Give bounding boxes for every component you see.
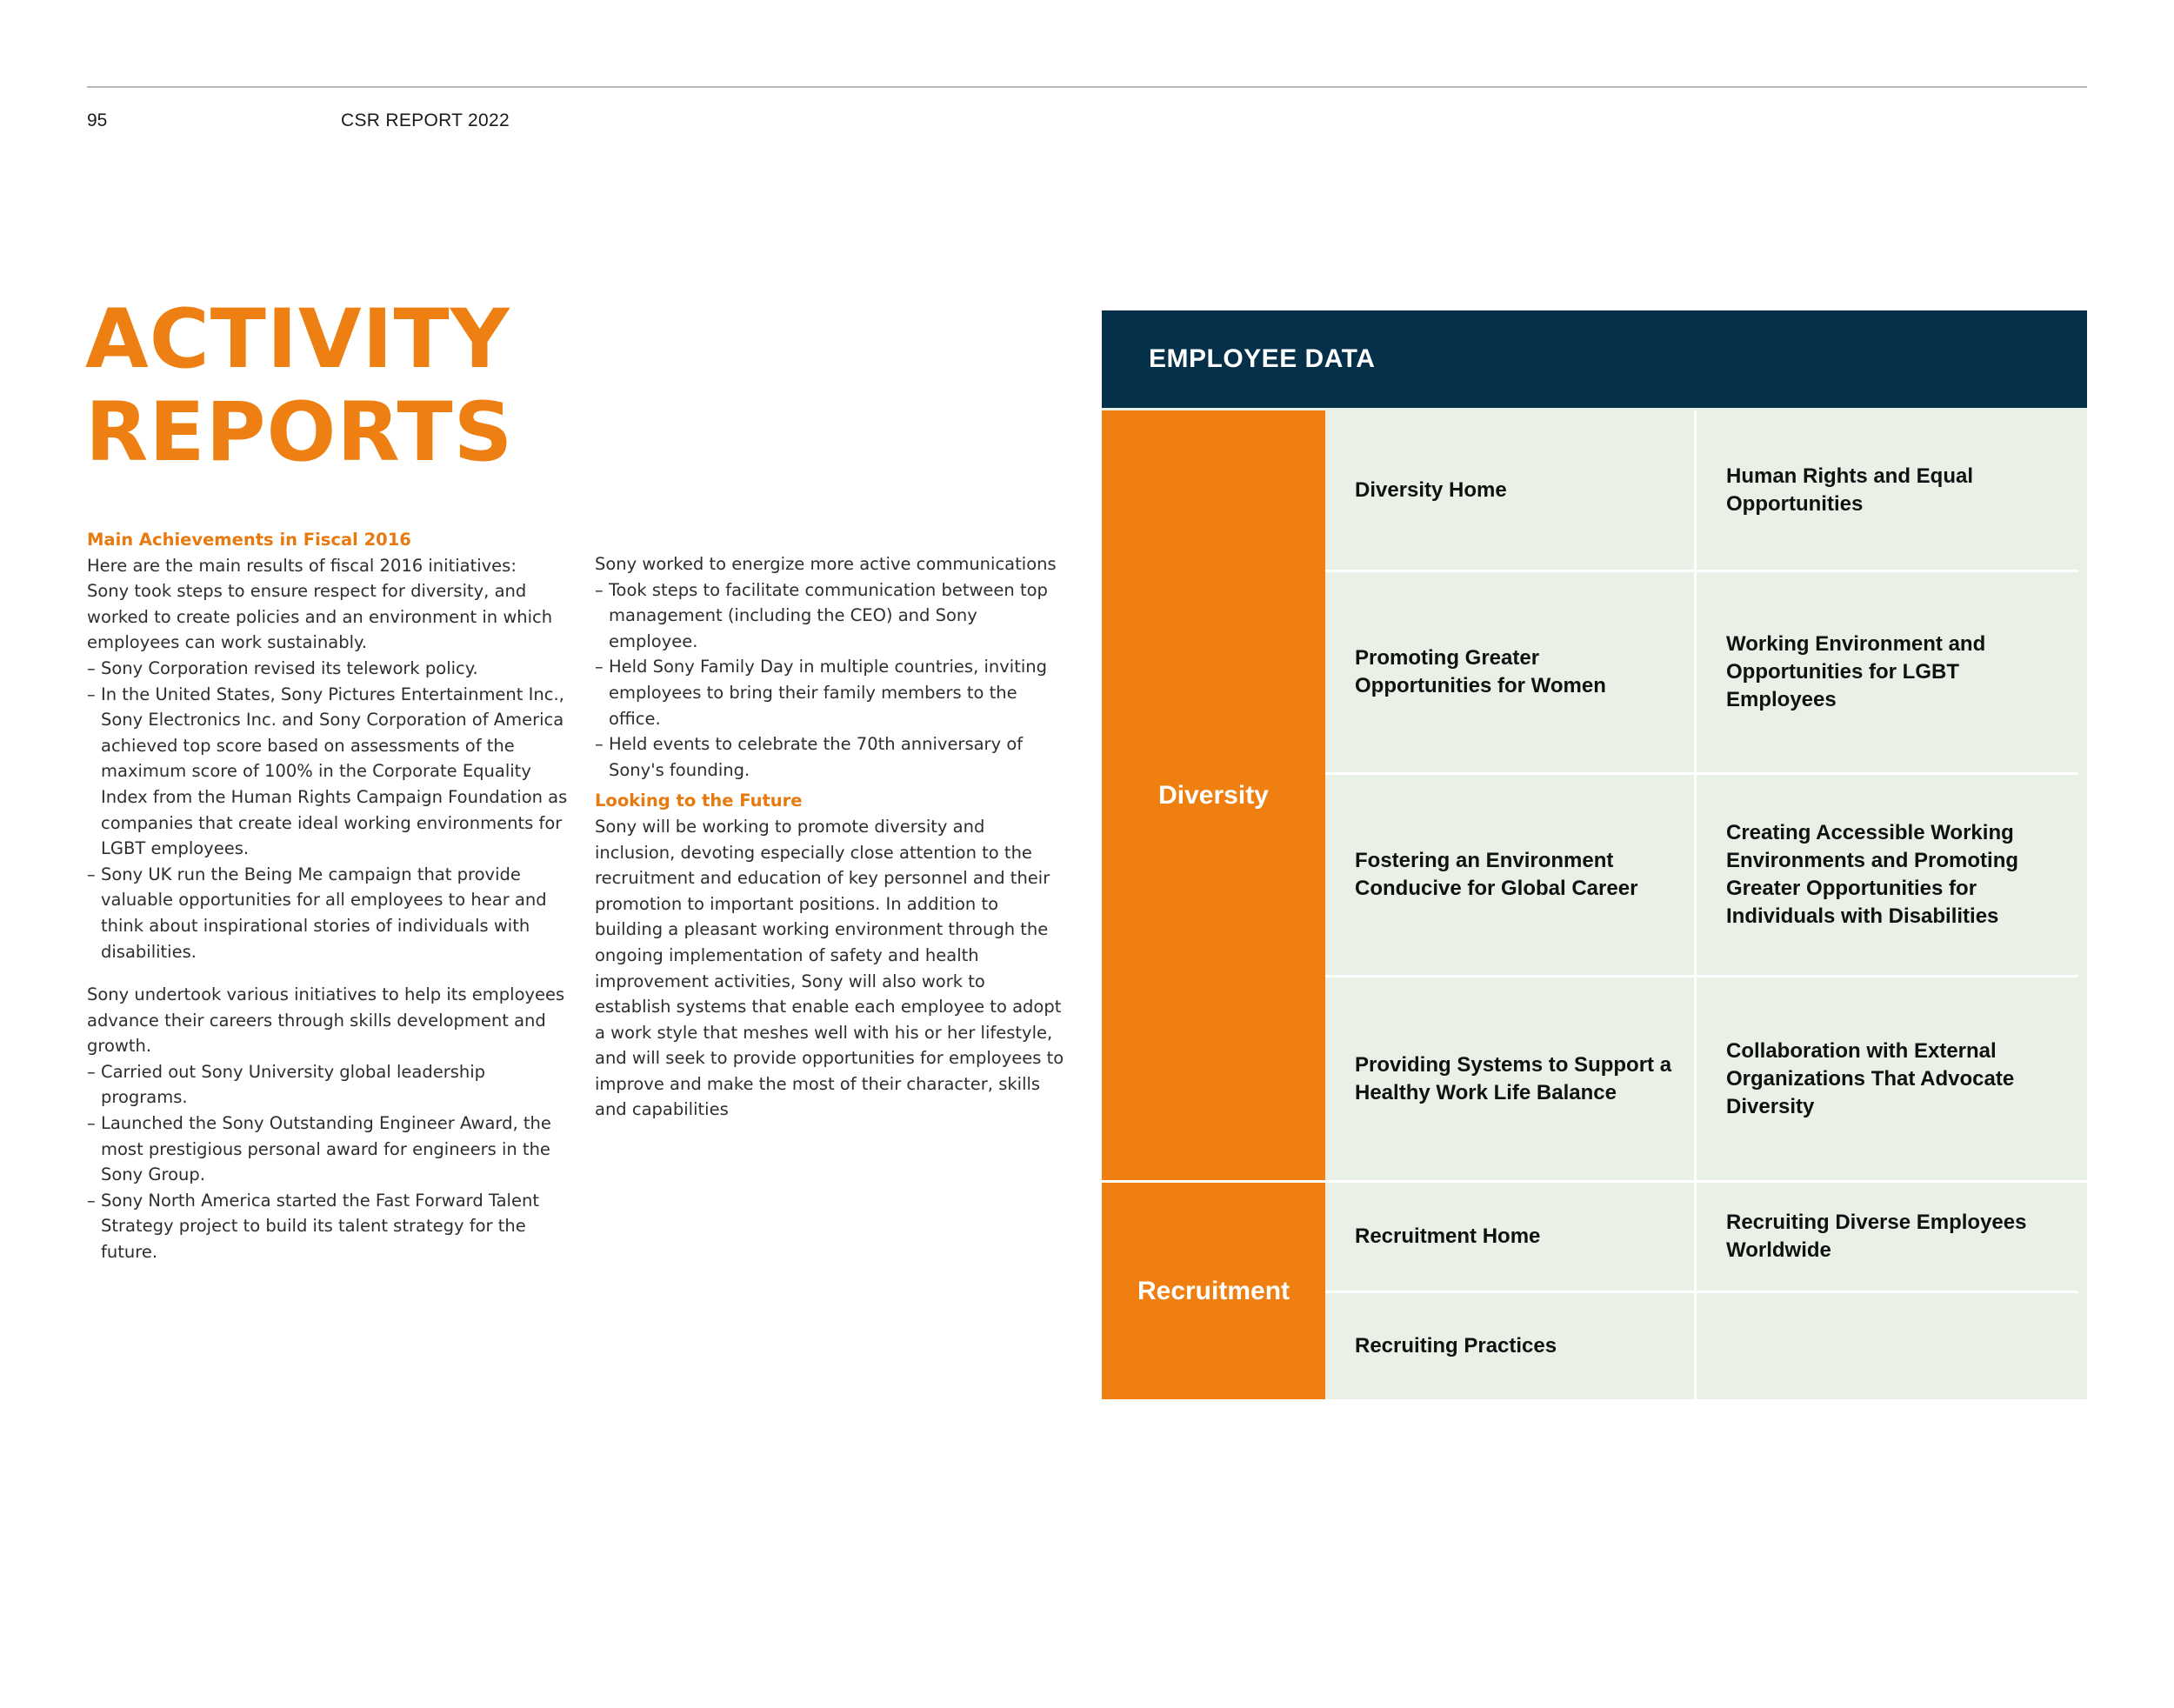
future-heading: Looking to the Future (595, 791, 803, 811)
list-item: – Carried out Sony University global leadership programs. (87, 1059, 574, 1111)
header-rule (87, 86, 2087, 88)
link-external-collaboration[interactable]: Collaboration with External Organizations That Advocate Diversity (1726, 1038, 2015, 1118)
recruitment-category: Recruitment (1102, 1183, 1325, 1399)
employee-data-table (1102, 310, 2087, 1399)
link-diversity-home[interactable]: Diversity Home (1355, 477, 1507, 502)
future-paragraph: Sony will be working to promote diversity and inclusion, devoting especially close attention to the recruitment and education of key personnel and their promotion to important positions. In addition to building a pleasant working environment through the ongoing implementation of safety and health improvement activities, Sony will also work to establish systems that enable each employee to adopt a work style that meshes well with his or her lifestyle, and will seek to provide opportunities for employees to improve and make the most of their character, skills and capabilities (595, 816, 1064, 1120)
employee-data-header: EMPLOYEE DATA (1102, 310, 2087, 408)
left-text-column (87, 527, 574, 1265)
row-divider (1325, 570, 2078, 572)
careers-paragraph: Sony undertook various initiatives to help its employees advance their careers through skills development and growth. (87, 984, 565, 1057)
link-recruitment-home[interactable]: Recruitment Home (1355, 1224, 1541, 1248)
link-work-life-balance[interactable]: Providing Systems to Support a Healthy Work Life Balance (1355, 1052, 1672, 1104)
link-global-career[interactable]: Fostering an Environment Conducive for Global Career (1355, 849, 1638, 900)
diversity-category: Diversity (1102, 410, 1325, 1180)
list-item: – In the United States, Sony Pictures Entertainment Inc., Sony Electronics Inc. and Sony Corporation of America achieved top score based on assessments of the maximum score of 100% in the Corporate Equality Index from the Human Rights Campaign Foundation as companies that create ideal working environments for LGBT employees. (87, 682, 574, 862)
list-item: – Took steps to facilitate communication between top management (including the CEO) and Sony employee. (595, 577, 1064, 655)
diversity-paragraph: Sony took steps to ensure respect for diversity, and worked to create policies and an environment in which employees can work sustainably. (87, 581, 553, 653)
right-text-column (595, 551, 1064, 1123)
communications-bullets (595, 577, 1064, 784)
page-number: 95 (87, 110, 108, 130)
list-item: – Held Sony Family Day in multiple countries, inviting employees to bring their family members to the office. (595, 654, 1064, 731)
achievements-intro: Here are the main results of fiscal 2016 initiatives: (87, 555, 517, 576)
link-lgbt-environment[interactable]: Working Environment and Opportunities for LGBT Employees (1726, 632, 1986, 711)
link-accessible-environments[interactable]: Creating Accessible Working Environments and Promoting Greater Opportunities for Individuals with Disabilities (1726, 821, 2019, 928)
list-item: – Sony North America started the Fast Forward Talent Strategy project to build its talent strategy for the future. (87, 1188, 574, 1265)
list-item: – Held events to celebrate the 70th anniversary of Sony's founding. (595, 731, 1064, 783)
diversity-bullets (87, 656, 574, 964)
link-recruiting-diverse[interactable]: Recruiting Diverse Employees Worldwide (1726, 1211, 2027, 1262)
communications-paragraph: Sony worked to energize more active communications (595, 554, 1057, 574)
row-divider (1325, 772, 2078, 775)
page-title (85, 293, 513, 479)
list-item: – Sony UK run the Being Me campaign that provide valuable opportunities for all employees to hear and think about inspirational stories of individuals with disabilities. (87, 862, 574, 964)
row-divider (1325, 1291, 2078, 1293)
link-human-rights[interactable]: Human Rights and Equal Opportunities (1726, 464, 1974, 516)
achievements-heading: Main Achievements in Fiscal 2016 (87, 530, 411, 550)
link-recruiting-practices[interactable]: Recruiting Practices (1355, 1334, 1557, 1358)
list-item: – Sony Corporation revised its telework policy. (87, 656, 574, 682)
link-women-opportunities[interactable]: Promoting Greater Opportunities for Women (1355, 646, 1606, 697)
column-divider (1694, 410, 1697, 1399)
list-item: – Launched the Sony Outstanding Engineer Award, the most prestigious personal award for engineers in the Sony Group. (87, 1111, 574, 1188)
row-divider (1325, 975, 2078, 977)
report-title: CSR REPORT 2022 (341, 110, 510, 130)
section-divider (1102, 1180, 2087, 1183)
title-line-2: REPORTS (85, 385, 514, 480)
title-line-1: ACTIVITY (85, 292, 510, 387)
careers-bullets (87, 1059, 574, 1265)
